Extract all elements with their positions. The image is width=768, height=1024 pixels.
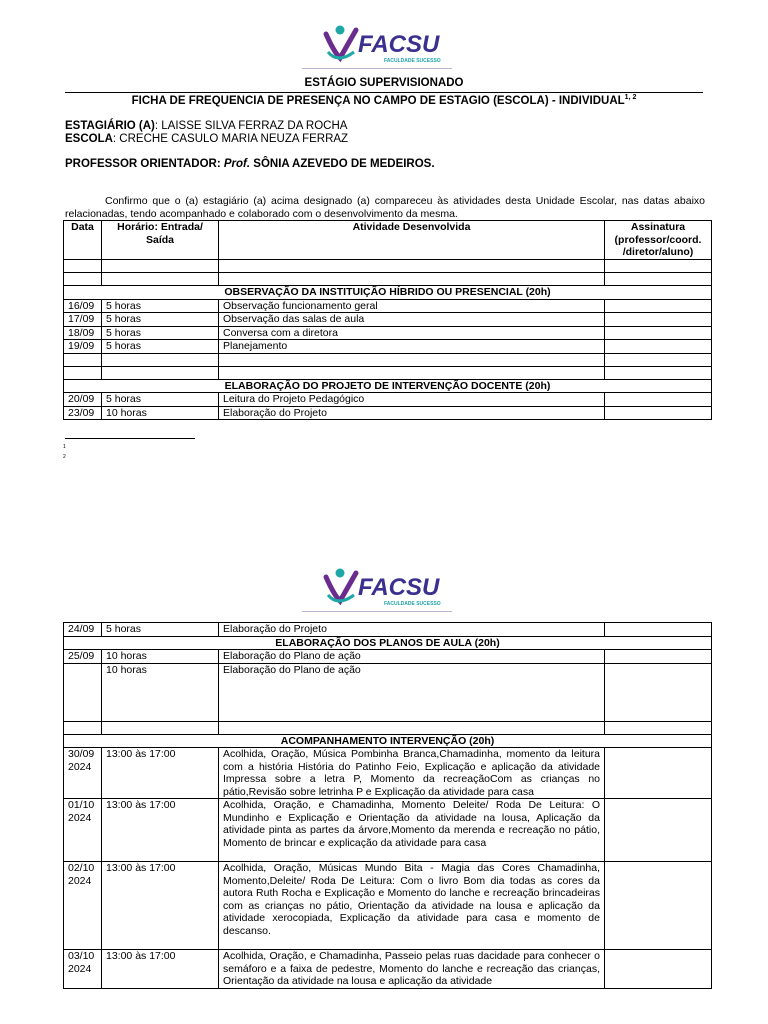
section-row	[64, 734, 712, 748]
cell-atividade: Observação funcionamento geral	[219, 299, 605, 313]
empty-cell	[219, 366, 605, 379]
cell-atividade: Acolhida, Oração, Músicas Mundo Bita - Magia das Cores Chamadinha, Momento,Deleite/ Roda De Leitura: Com o livro Bom dia todas as cores da autora Ruth Rocha e Explicação e Momento do lanche e recreação brincadeiras com as crianças no pátio, Orientação da atividade na lousa e aplicação da atividade xerocopiada, Explicação da atividade para casa e momento de descanso.	[219, 862, 605, 950]
empty-row	[64, 353, 712, 366]
cell-data: 16/09	[64, 299, 102, 313]
section-title: ACOMPANHAMENTO INTERVENÇÃO (20h)	[64, 734, 712, 748]
footnote-2: 2	[63, 454, 66, 460]
empty-cell	[102, 273, 219, 286]
empty-cell	[102, 353, 219, 366]
cell-horario: 5 horas	[102, 299, 219, 313]
cell-data: 18/09	[64, 326, 102, 340]
signature-cell[interactable]	[605, 406, 712, 420]
empty-row	[64, 273, 712, 286]
signature-cell[interactable]	[605, 299, 712, 313]
empty-cell	[102, 721, 219, 734]
cell-atividade: Acolhida, Oração, e Chamadinha, Passeio pelas ruas dacidade para conhecer o semáforo e a faixa de pedestre, Momento do lanche e recreação das crianças, Orientação da atividade na lousa e aplicação da atividade	[219, 950, 605, 989]
svg-text:FACULDADE SUCESSO: FACULDADE SUCESSO	[384, 601, 441, 607]
logo-underline	[302, 68, 452, 69]
svg-text:FACSU: FACSU	[358, 574, 440, 601]
table-row	[64, 406, 712, 420]
signature-cell[interactable]	[605, 748, 712, 799]
signature-cell[interactable]	[605, 663, 712, 721]
cell-data: 30/09 2024	[64, 748, 102, 799]
cell-atividade: Elaboração do Projeto	[219, 623, 605, 637]
facsu-logo-page2	[318, 565, 446, 613]
empty-cell	[219, 260, 605, 273]
empty-cell	[64, 273, 102, 286]
cell-data: 25/09	[64, 650, 102, 664]
document-title: ESTÁGIO SUPERVISIONADO	[304, 77, 464, 89]
signature-cell[interactable]	[605, 650, 712, 664]
svg-text:FACULDADE SUCESSO: FACULDADE SUCESSO	[384, 58, 441, 64]
table-row	[64, 663, 712, 721]
header-assinatura: Assinatura (professor/coord. /diretor/aluno)	[605, 221, 712, 260]
empty-row	[64, 721, 712, 734]
empty-cell	[219, 353, 605, 366]
empty-cell	[64, 721, 102, 734]
cell-horario: 10 horas	[102, 650, 219, 664]
cell-horario: 5 horas	[102, 326, 219, 340]
table-row	[64, 340, 712, 354]
section-title: OBSERVAÇÃO DA INSTITUIÇÃO HÍBRIDO OU PRESENCIAL (20h)	[64, 286, 712, 300]
svg-text:FACSU: FACSU	[358, 31, 440, 58]
cell-horario: 13:00 às 17:00	[102, 950, 219, 989]
cell-atividade: Acolhida, Oração, Música Pombinha Branca,Chamadinha, momento da leitura com a história História do Patinho Feio, Explicação e aplicação da atividade Impressa sobre a letra P, Momento da recreaçãoCom as crianças no pátio,Revisão sobre letrinha P e Explicação da atividade para casa	[219, 748, 605, 799]
school-line: ESCOLA: CRECHE CASULO MARIA NEUZA FERRAZ	[65, 133, 349, 145]
cell-horario: 5 horas	[102, 393, 219, 407]
cell-data	[64, 663, 102, 721]
section-title: ELABORAÇÃO DO PROJETO DE INTERVENÇÃO DOCENTE (20h)	[64, 379, 712, 393]
cell-data: 01/10 2024	[64, 799, 102, 862]
cell-data: 02/10 2024	[64, 862, 102, 950]
confirmation-paragraph: Confirmo que o (a) estagiário (a) acima designado (a) compareceu às atividades desta Unidade Escolar, nas datas abaixo relacionadas, tendo acompanhado e colaborado com o desenvolvimento da mesma.	[65, 195, 705, 220]
table-row	[64, 748, 712, 799]
signature-cell[interactable]	[605, 393, 712, 407]
document-subtitle: FICHA DE FREQUENCIA DE PRESENÇA NO CAMPO DE ESTAGIO (ESCOLA) - INDIVIDUAL$^{1, 2}$	[131, 94, 637, 107]
cell-atividade: Elaboração do Plano de ação	[219, 650, 605, 664]
signature-cell[interactable]	[605, 799, 712, 862]
table-row	[64, 299, 712, 313]
section-row	[64, 636, 712, 650]
table-row	[64, 623, 712, 637]
empty-row	[64, 366, 712, 379]
advisor-line: PROFESSOR ORIENTADOR: Prof. SÔNIA AZEVEDO DE MEDEIROS.	[65, 158, 435, 170]
cell-horario: 10 horas	[102, 406, 219, 420]
title-divider	[65, 92, 703, 93]
signature-cell[interactable]	[605, 326, 712, 340]
cell-atividade: Leitura do Projeto Pedagógico	[219, 393, 605, 407]
cell-horario: 5 horas	[102, 313, 219, 327]
logo-underline-page2	[302, 611, 452, 612]
cell-horario: 5 horas	[102, 623, 219, 637]
empty-cell	[64, 366, 102, 379]
empty-cell	[605, 353, 712, 366]
table-row	[64, 950, 712, 989]
cell-data: 23/09	[64, 406, 102, 420]
cell-data: 20/09	[64, 393, 102, 407]
cell-atividade: Elaboração do Plano de ação	[219, 663, 605, 721]
attendance-table-page2	[63, 622, 712, 989]
section-row	[64, 286, 712, 300]
header-data: Data	[64, 221, 102, 260]
cell-horario: 5 horas	[102, 340, 219, 354]
table-row	[64, 326, 712, 340]
empty-cell	[102, 366, 219, 379]
section-row	[64, 379, 712, 393]
section-title: ELABORAÇÃO DOS PLANOS DE AULA (20h)	[64, 636, 712, 650]
cell-horario: 13:00 às 17:00	[102, 799, 219, 862]
attendance-table-page1	[63, 220, 712, 420]
footnote-1: 1	[63, 444, 66, 450]
empty-cell	[64, 353, 102, 366]
empty-cell	[219, 273, 605, 286]
facsu-logo	[318, 22, 446, 70]
cell-data: 17/09	[64, 313, 102, 327]
signature-cell[interactable]	[605, 862, 712, 950]
empty-cell	[605, 273, 712, 286]
cell-atividade: Elaboração do Projeto	[219, 406, 605, 420]
empty-cell	[605, 366, 712, 379]
header-atividade: Atividade Desenvolvida	[219, 221, 605, 260]
signature-cell[interactable]	[605, 340, 712, 354]
signature-cell[interactable]	[605, 623, 712, 637]
cell-horario: 13:00 às 17:00	[102, 748, 219, 799]
signature-cell[interactable]	[605, 950, 712, 989]
cell-data: 24/09	[64, 623, 102, 637]
cell-atividade: Acolhida, Oração, e Chamadinha, Momento Deleite/ Roda De Leitura: O Mundinho e Explicação e Orientação da atividade na lousa, Aplicação da atividade pinta as partes da árvore,Momento da merenda e recreação no pátio, Momento de brincar e explicação da atividade para casa	[219, 799, 605, 862]
table-row	[64, 313, 712, 327]
empty-cell	[605, 721, 712, 734]
empty-cell	[102, 260, 219, 273]
cell-atividade: Observação das salas de aula	[219, 313, 605, 327]
cell-horario: 10 horas	[102, 663, 219, 721]
table-row	[64, 862, 712, 950]
table-row	[64, 650, 712, 664]
table-header-row	[64, 221, 712, 260]
intern-line: ESTAGIÁRIO (A): LAISSE SILVA FERRAZ DA ROCHA	[65, 120, 348, 132]
empty-cell	[64, 260, 102, 273]
cell-atividade: Planejamento	[219, 340, 605, 354]
footnote-divider	[65, 438, 195, 439]
header-horario: Horário: Entrada/ Saída	[102, 221, 219, 260]
cell-data: 03/10 2024	[64, 950, 102, 989]
cell-atividade: Conversa com a diretora	[219, 326, 605, 340]
empty-cell	[219, 721, 605, 734]
cell-horario: 13:00 às 17:00	[102, 862, 219, 950]
empty-cell	[605, 260, 712, 273]
cell-data: 19/09	[64, 340, 102, 354]
table-row	[64, 799, 712, 862]
table-row	[64, 393, 712, 407]
signature-cell[interactable]	[605, 313, 712, 327]
empty-row	[64, 260, 712, 273]
